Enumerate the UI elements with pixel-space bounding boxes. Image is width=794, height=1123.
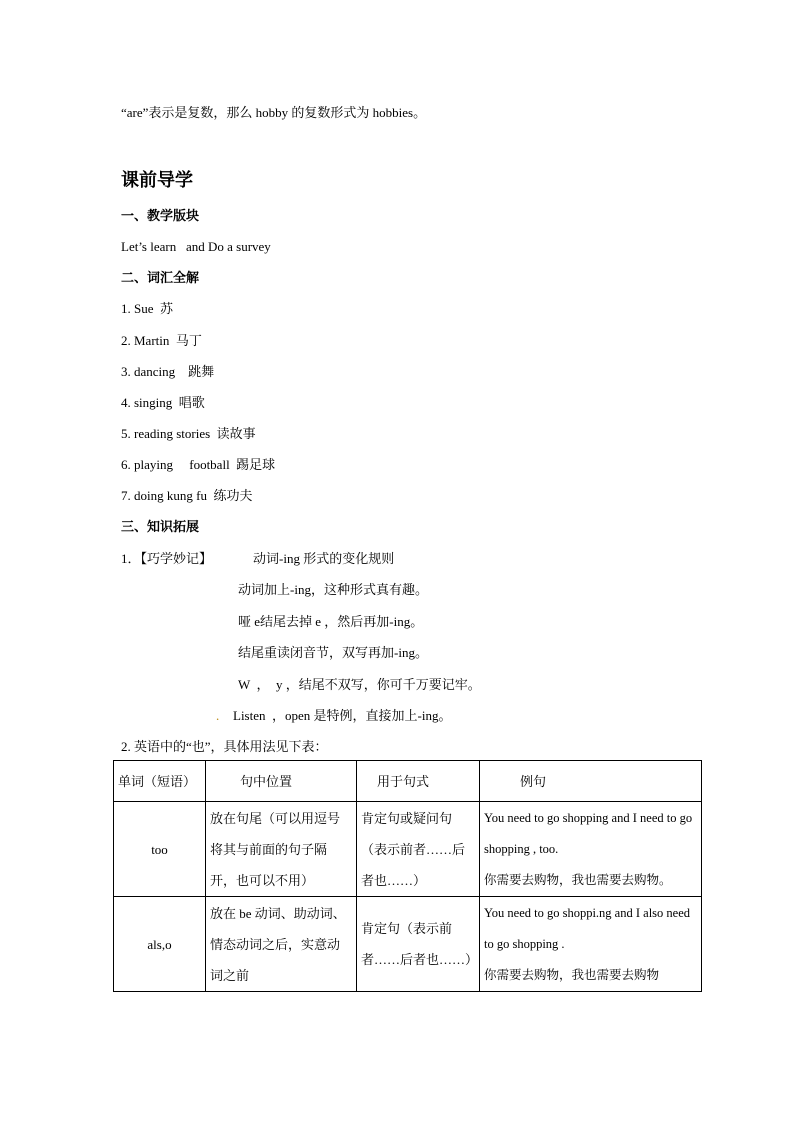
example-zh: 你需要去购物，我也需要去购物。 [484,872,672,887]
vocab-item: 3. dancing 跳舞 [121,364,215,379]
example-en: You need to go shopping and I need to go shopping , too. [484,810,693,856]
usage-table [113,760,702,992]
cell-position: 放在 be 动词、助动词、情态动词之后，实意动词之前 [206,897,357,992]
cell-word: als,o [114,897,206,992]
part1-heading: 一、教学版块 [121,208,200,223]
cell-example [480,802,702,897]
rule-line: Listen ，open 是特例，直接加上-ing。 [233,708,452,723]
example-en: You need to go shoppi.ng and I also need to go shopping . [484,905,690,951]
table-row [114,897,702,992]
tip-label: 1．【巧学妙记】 [121,551,213,566]
example-zh: 你需要去购物，我也需要去购物 [484,967,660,982]
vocab-item: 7. doing kung fu 练功夫 [121,488,253,503]
section-title: 课前导学 [121,170,193,190]
table-intro: 2. 英语中的“也”，具体用法见下表： [121,739,328,754]
header-word: 单词（短语） [114,761,206,802]
part3-heading: 三、知识拓展 [121,519,200,534]
vocab-item: 6. playing football 踢足球 [121,457,276,472]
cell-position: 放在句尾（可以用逗号将其与前面的句子隔开，也可以不用） [206,802,357,897]
cell-pattern: 肯定句（表示前者……后者也……） [357,897,480,992]
cell-example [480,897,702,992]
rule-line: 哑 e结尾去掉 e ，然后再加-ing。 [238,614,424,629]
vocab-item: 1. Sue 苏 [121,301,174,316]
cell-pattern: 肯定句或疑问句（表示前者……后者也……） [357,802,480,897]
vocab-item: 5. reading stories 读故事 [121,426,256,441]
vocab-item: 4. singing 唱歌 [121,395,205,410]
rule-line: W ， y ，结尾不双写，你可千万要记牢。 [238,677,481,692]
rule-line: 动词加上-ing，这种形式真有趣。 [238,582,428,597]
header-pattern: 用于句式 [357,761,480,802]
part1-content: Let’s learn and Do a survey [121,239,271,254]
part2-heading: 二、词汇全解 [121,270,200,285]
tip-title: 动词-ing 形式的变化规则 [253,551,395,566]
header-position: 句中位置 [206,761,357,802]
intro-line: “are”表示是复数，那么 hobby 的复数形式为 hobbies。 [121,105,427,120]
vocab-item: 2. Martin 马丁 [121,333,202,348]
table-header-row [114,761,702,802]
rule-marker: . [216,708,220,723]
header-example: 例句 [480,761,702,802]
table-row [114,802,702,897]
cell-word: too [114,802,206,897]
rule-line: 结尾重读闭音节，双写再加-ing。 [238,645,428,660]
